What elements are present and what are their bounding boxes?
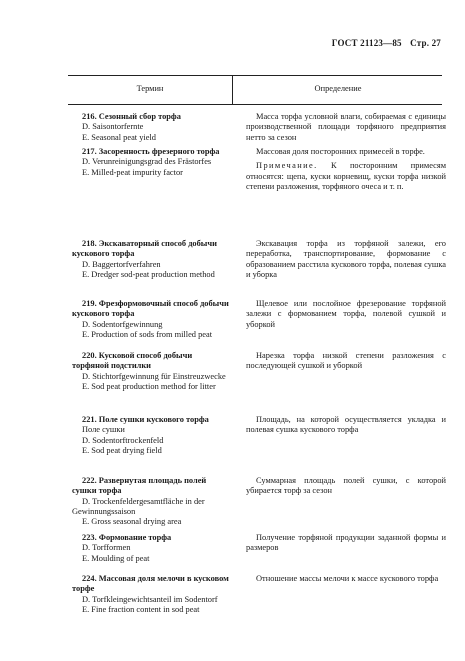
term-german: D. Baggertorfverfahren	[82, 259, 161, 269]
term-english: E. Gross seasonal drying area	[82, 517, 182, 527]
term-title: 220. Кусковой способ добычи торфяной подстилки	[72, 351, 193, 371]
term-german: D. Trockenfeldergesamtfläche in der Gewinnungssaison	[72, 496, 205, 516]
term-cell	[72, 147, 230, 178]
definition-cell: Щелевое или послойное фрезерование торфяной залежи с формованием торфа, полевой сушкой и уборкой	[246, 299, 446, 329]
term-cell	[72, 533, 230, 564]
term-english: E. Dredger sod-peat production method	[82, 269, 215, 279]
term-german: D. Verunreinigungsgrad des Frästorfes	[82, 157, 212, 167]
term-cell	[72, 299, 230, 340]
term-german: D. Saisontorfernte	[82, 122, 144, 132]
definition-cell: Экскавация торфа из торфяной залежи, его переработка, транспортирование, формование с образованием расстила кускового торфа, полевая сушка и уборка	[246, 239, 446, 279]
term-english: E. Milled-peat impurity factor	[82, 167, 183, 177]
term-title: 219. Фрезформовочный способ добычи кускового торфа	[72, 299, 229, 319]
term-english: E. Sod peat production method for litter	[82, 381, 216, 391]
term-title: 217. Засоренность фрезерного торфа	[82, 147, 220, 156]
definition-cell	[246, 147, 446, 192]
term-title: 218. Экскаваторный способ добычи кускового торфа	[72, 239, 217, 259]
definition-cell: Получение торфяной продукции заданной формы и размеров	[246, 533, 446, 553]
term-cell	[72, 574, 230, 615]
table-header-rule	[68, 104, 442, 105]
standard-number: ГОСТ 21123—85	[331, 38, 402, 48]
term-english: E. Production of sods from milled peat	[82, 329, 213, 339]
term-english: E. Sod peat drying field	[82, 445, 162, 455]
term-title: 223. Формование торфа	[82, 533, 172, 542]
note-label: Примечание.	[256, 161, 318, 171]
term-german: D. Sodentorftrockenfeld	[82, 435, 164, 445]
definition-column-header: Определение	[314, 84, 362, 93]
definition-cell: Нарезка торфа низкой степени разложения с последующей сушкой и уборкой	[246, 351, 446, 371]
term-german: D. Torfformen	[82, 543, 131, 553]
definition-cell: Отношение массы мелочи к массе кускового торфа	[256, 574, 439, 583]
note-text: К посторонним примесям относятся: щепа, куски корневищ, куски торфа низкой степени разложения, торфяного очеса и т. п.	[246, 161, 446, 191]
term-title: 222. Развернутая площадь полей сушки торфа	[72, 476, 207, 496]
term-german: D. Sodentorfgewinnung	[82, 319, 163, 329]
term-german: D. Torfkleingewichtsanteil im Sodentorf	[82, 594, 218, 604]
term-cell	[72, 112, 230, 143]
note-block	[246, 161, 446, 192]
term-english: E. Fine fraction content in sod peat	[82, 604, 200, 614]
definition-cell: Суммарная площадь полей сушки, с которой убирается торф за сезон	[246, 476, 446, 496]
term-cell	[72, 239, 230, 280]
term-title: 224. Массовая доля мелочи в кусковом торфе	[72, 574, 229, 594]
term-column-header: Термин	[136, 84, 164, 93]
header-column-divider	[232, 75, 233, 104]
term-german: D. Stichtorfgewinnung für Einstreuzwecke	[82, 371, 226, 381]
term-english: E. Moulding of peat	[82, 553, 150, 563]
term-english: E. Seasonal peat yield	[82, 132, 156, 142]
definition-text: Массовая доля посторонних примесей в торфе.	[256, 147, 425, 156]
term-cell	[72, 476, 230, 527]
term-cell	[72, 415, 230, 456]
term-synonym: Поле сушки	[82, 425, 125, 435]
page-header	[326, 38, 441, 48]
term-title: 221. Поле сушки кускового торфа	[82, 415, 209, 424]
definition-cell: Площадь, на которой осуществляется укладка и полевая сушка кускового торфа	[246, 415, 446, 435]
definition-cell: Масса торфа условной влаги, собираемая с единицы производственной площади торфяного предприятия нетто за сезон	[246, 112, 446, 142]
table-top-rule	[68, 75, 442, 76]
term-title: 216. Сезонный сбор торфа	[82, 112, 181, 121]
page-number: Стр. 27	[410, 38, 441, 48]
term-cell	[72, 351, 230, 392]
